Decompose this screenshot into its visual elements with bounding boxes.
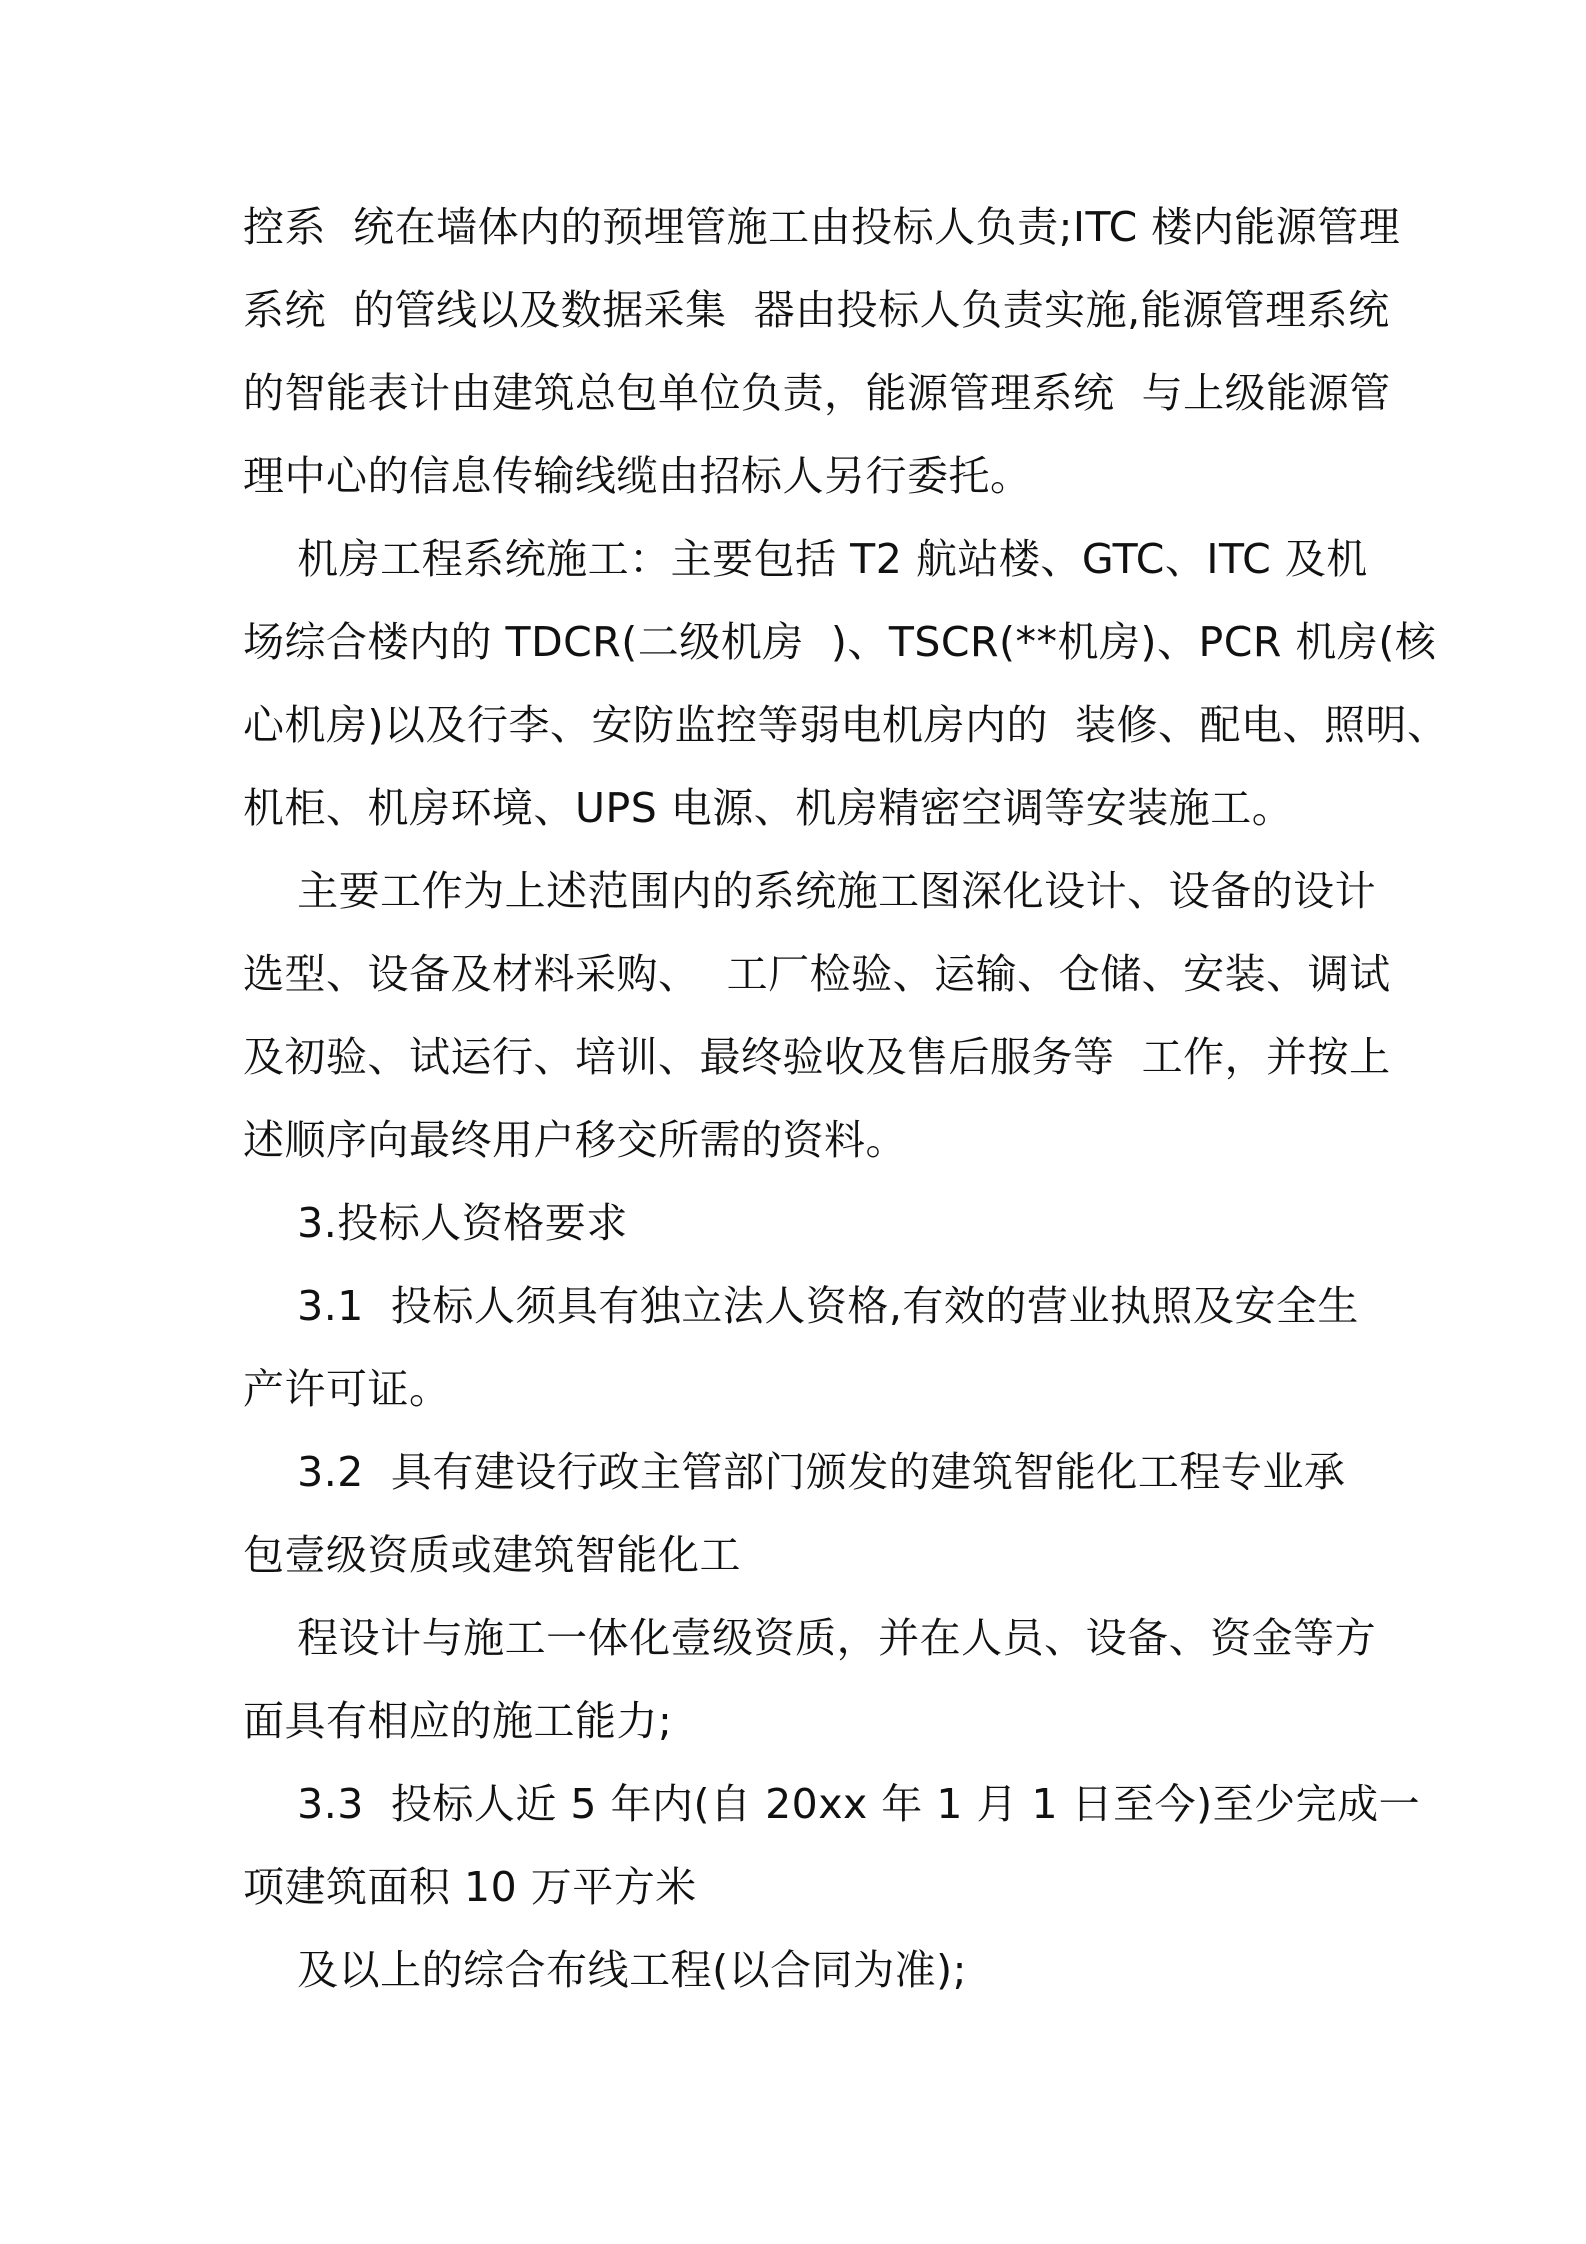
document-body [243,186,1449,2012]
text-line-9: 主要工作为上述范围内的系统施工图深化设计、设备的设计 [243,867,1377,915]
text-line-14: 3.1 投标人须具有独立法人资格,有效的营业执照及安全生 [243,1282,1359,1330]
text-line-3: 的智能表计由建筑总包单位负责，能源管理系统 与上级能源管 [243,369,1391,417]
section-heading: 3.投标人资格要求 [243,1199,628,1247]
text-line-17: 包壹级资质或建筑智能化工 [243,1531,741,1579]
text-line-12: 述顺序向最终用户移交所需的资料。 [243,1116,907,1164]
text-line-22: 及以上的综合布线工程(以合同为准); [243,1946,967,1994]
text-line-1: 控系 统在墙体内的预埋管施工由投标人负责;ITC 楼内能源管理 [243,203,1401,251]
text-line-7: 心机房)以及行李、安防监控等弱电机房内的 装修、配电、照明、 [243,701,1449,749]
text-line-16: 3.2 具有建设行政主管部门颁发的建筑智能化工程专业承 [243,1448,1346,1496]
text-line-10: 选型、设备及材料采购、 工厂检验、运输、仓储、安装、调试 [243,950,1391,998]
text-line-4: 理中心的信息传输线缆由招标人另行委托。 [243,452,1032,500]
text-line-15: 产许可证。 [243,1365,451,1413]
text-line-6: 场综合楼内的 TDCR(二级机房 )、TSCR(**机房)、PCR 机房(核 [243,618,1437,666]
text-line-20: 3.3 投标人近 5 年内(自 20xx 年 1 月 1 日至今)至少完成一 [243,1780,1421,1828]
text-line-2: 系统 的管线以及数据采集 器由投标人负责实施,能源管理系统 [243,286,1390,334]
text-line-21: 项建筑面积 10 万平方米 [243,1863,697,1911]
text-line-19: 面具有相应的施工能力; [243,1697,673,1745]
text-line-5: 机房工程系统施工：主要包括 T2 航站楼、GTC、ITC 及机 [243,535,1368,583]
text-line-8: 机柜、机房环境、UPS 电源、机房精密空调等安装施工。 [243,784,1294,832]
text-line-11: 及初验、试运行、培训、最终验收及售后服务等 工作，并按上 [243,1033,1391,1081]
text-line-18: 程设计与施工一体化壹级资质，并在人员、设备、资金等方 [243,1614,1377,1662]
